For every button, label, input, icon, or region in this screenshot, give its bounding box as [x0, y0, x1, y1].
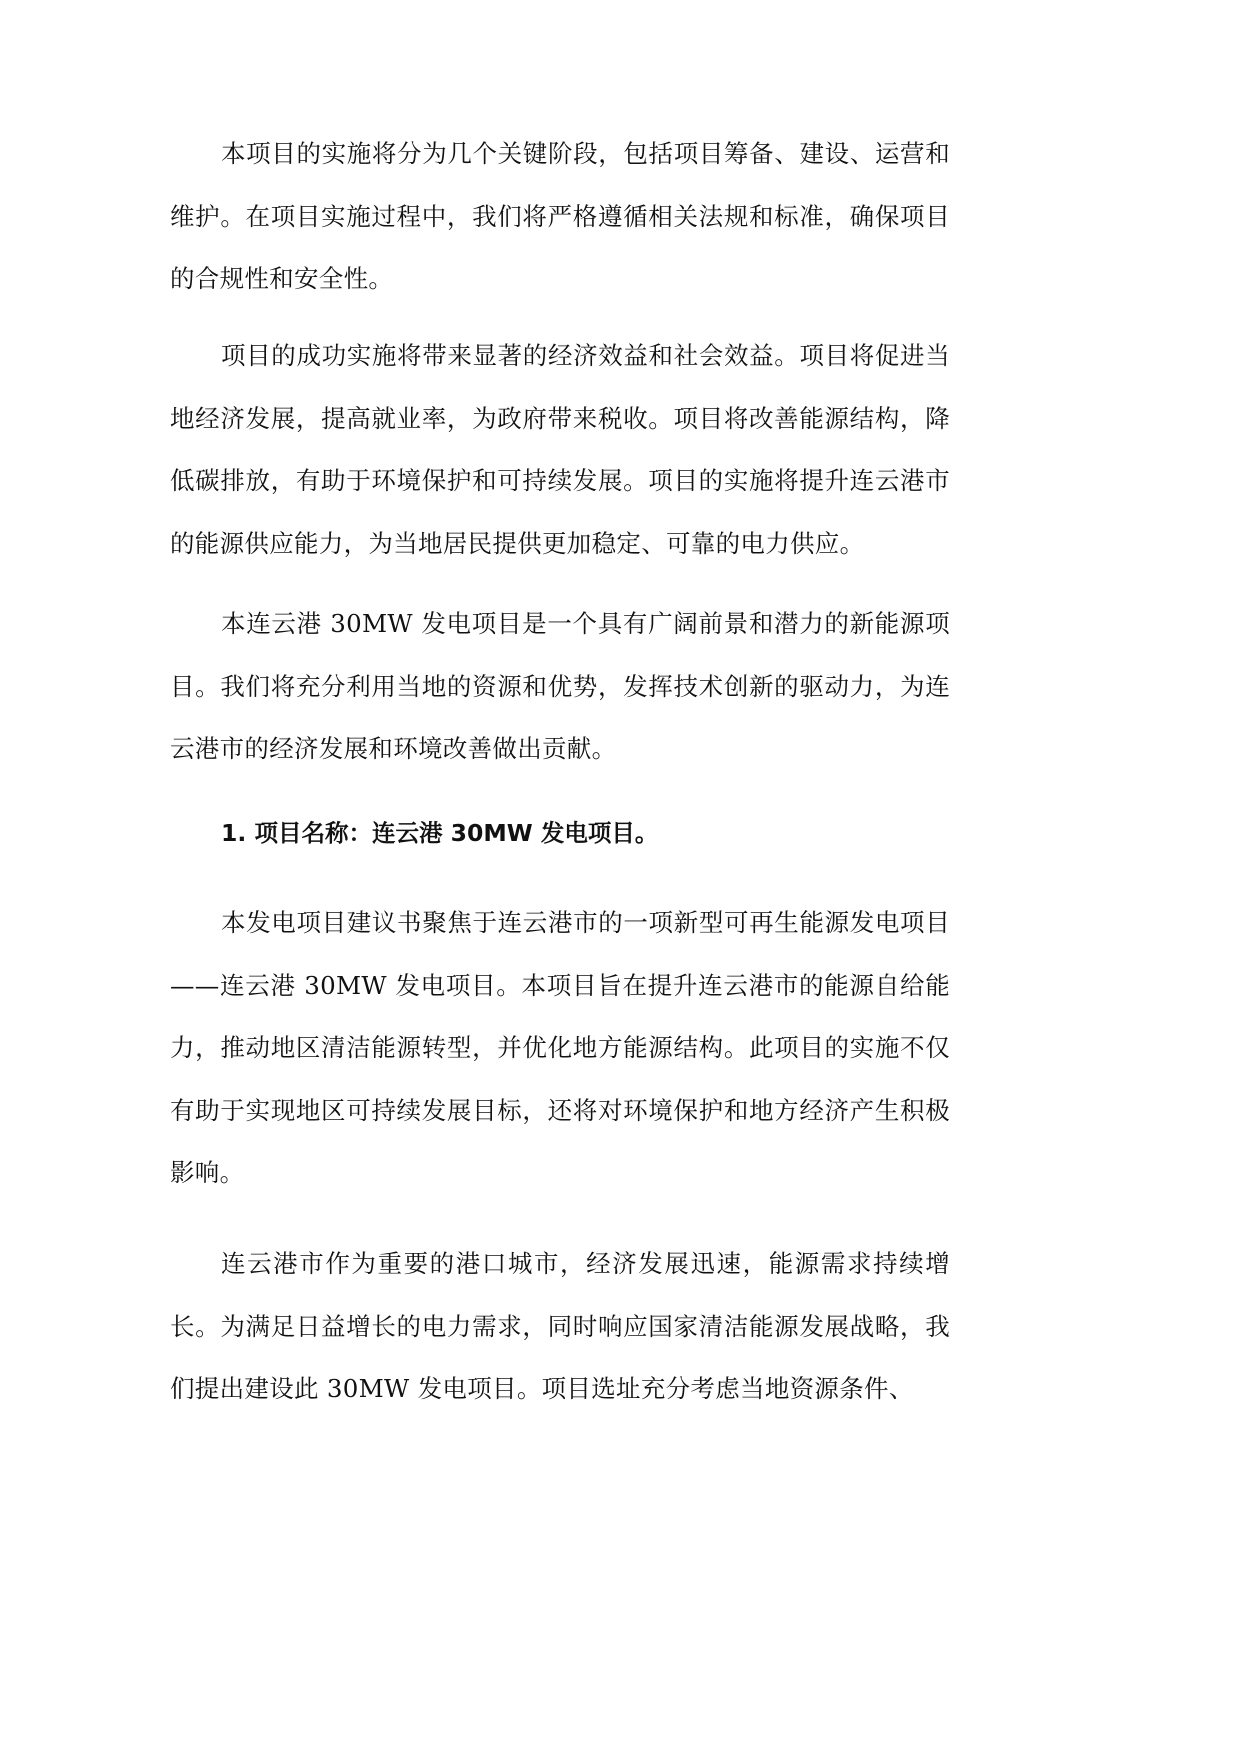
paragraph-project-summary: 本连云港 30MW 发电项目是一个具有广阔前景和潜力的新能源项目。我们将充分利用当地的资源和优势，发挥技术创新的驱动力，为连云港市的经济发展和环境改善做出贡献。: [170, 609, 950, 763]
section-heading-project-name: 1. 项目名称：连云港 30MW 发电项目。: [221, 819, 659, 847]
paragraph-implementation-phases: 本项目的实施将分为几个关键阶段，包括项目筹备、建设、运营和维护。在项目实施过程中，我们将严格遵循相关法规和标准，确保项目的合规性和安全性。: [170, 139, 950, 293]
paragraph-benefits: 项目的成功实施将带来显著的经济效益和社会效益。项目将促进当地经济发展，提高就业率，为政府带来税收。项目将改善能源结构，降低碳排放，有助于环境保护和可持续发展。项目的实施将提升连云港市的能源供应能力，为当地居民提供更加稳定、可靠的电力供应。: [170, 341, 950, 558]
paragraph-city-background: 连云港市作为重要的港口城市，经济发展迅速，能源需求持续增长。为满足日益增长的电力需求，同时响应国家清洁能源发展战略，我们提出建设此 30MW 发电项目。项目选址充分考虑当地资源条件、: [170, 1249, 950, 1403]
paragraph-proposal-focus: 本发电项目建议书聚焦于连云港市的一项新型可再生能源发电项目——连云港 30MW 发电项目。本项目旨在提升连云港市的能源自给能力，推动地区清洁能源转型，并优化地方能源结构。此项目的实施不仅有助于实现地区可持续发展目标，还将对环境保护和地方经济产生积极影响。: [170, 908, 950, 1187]
